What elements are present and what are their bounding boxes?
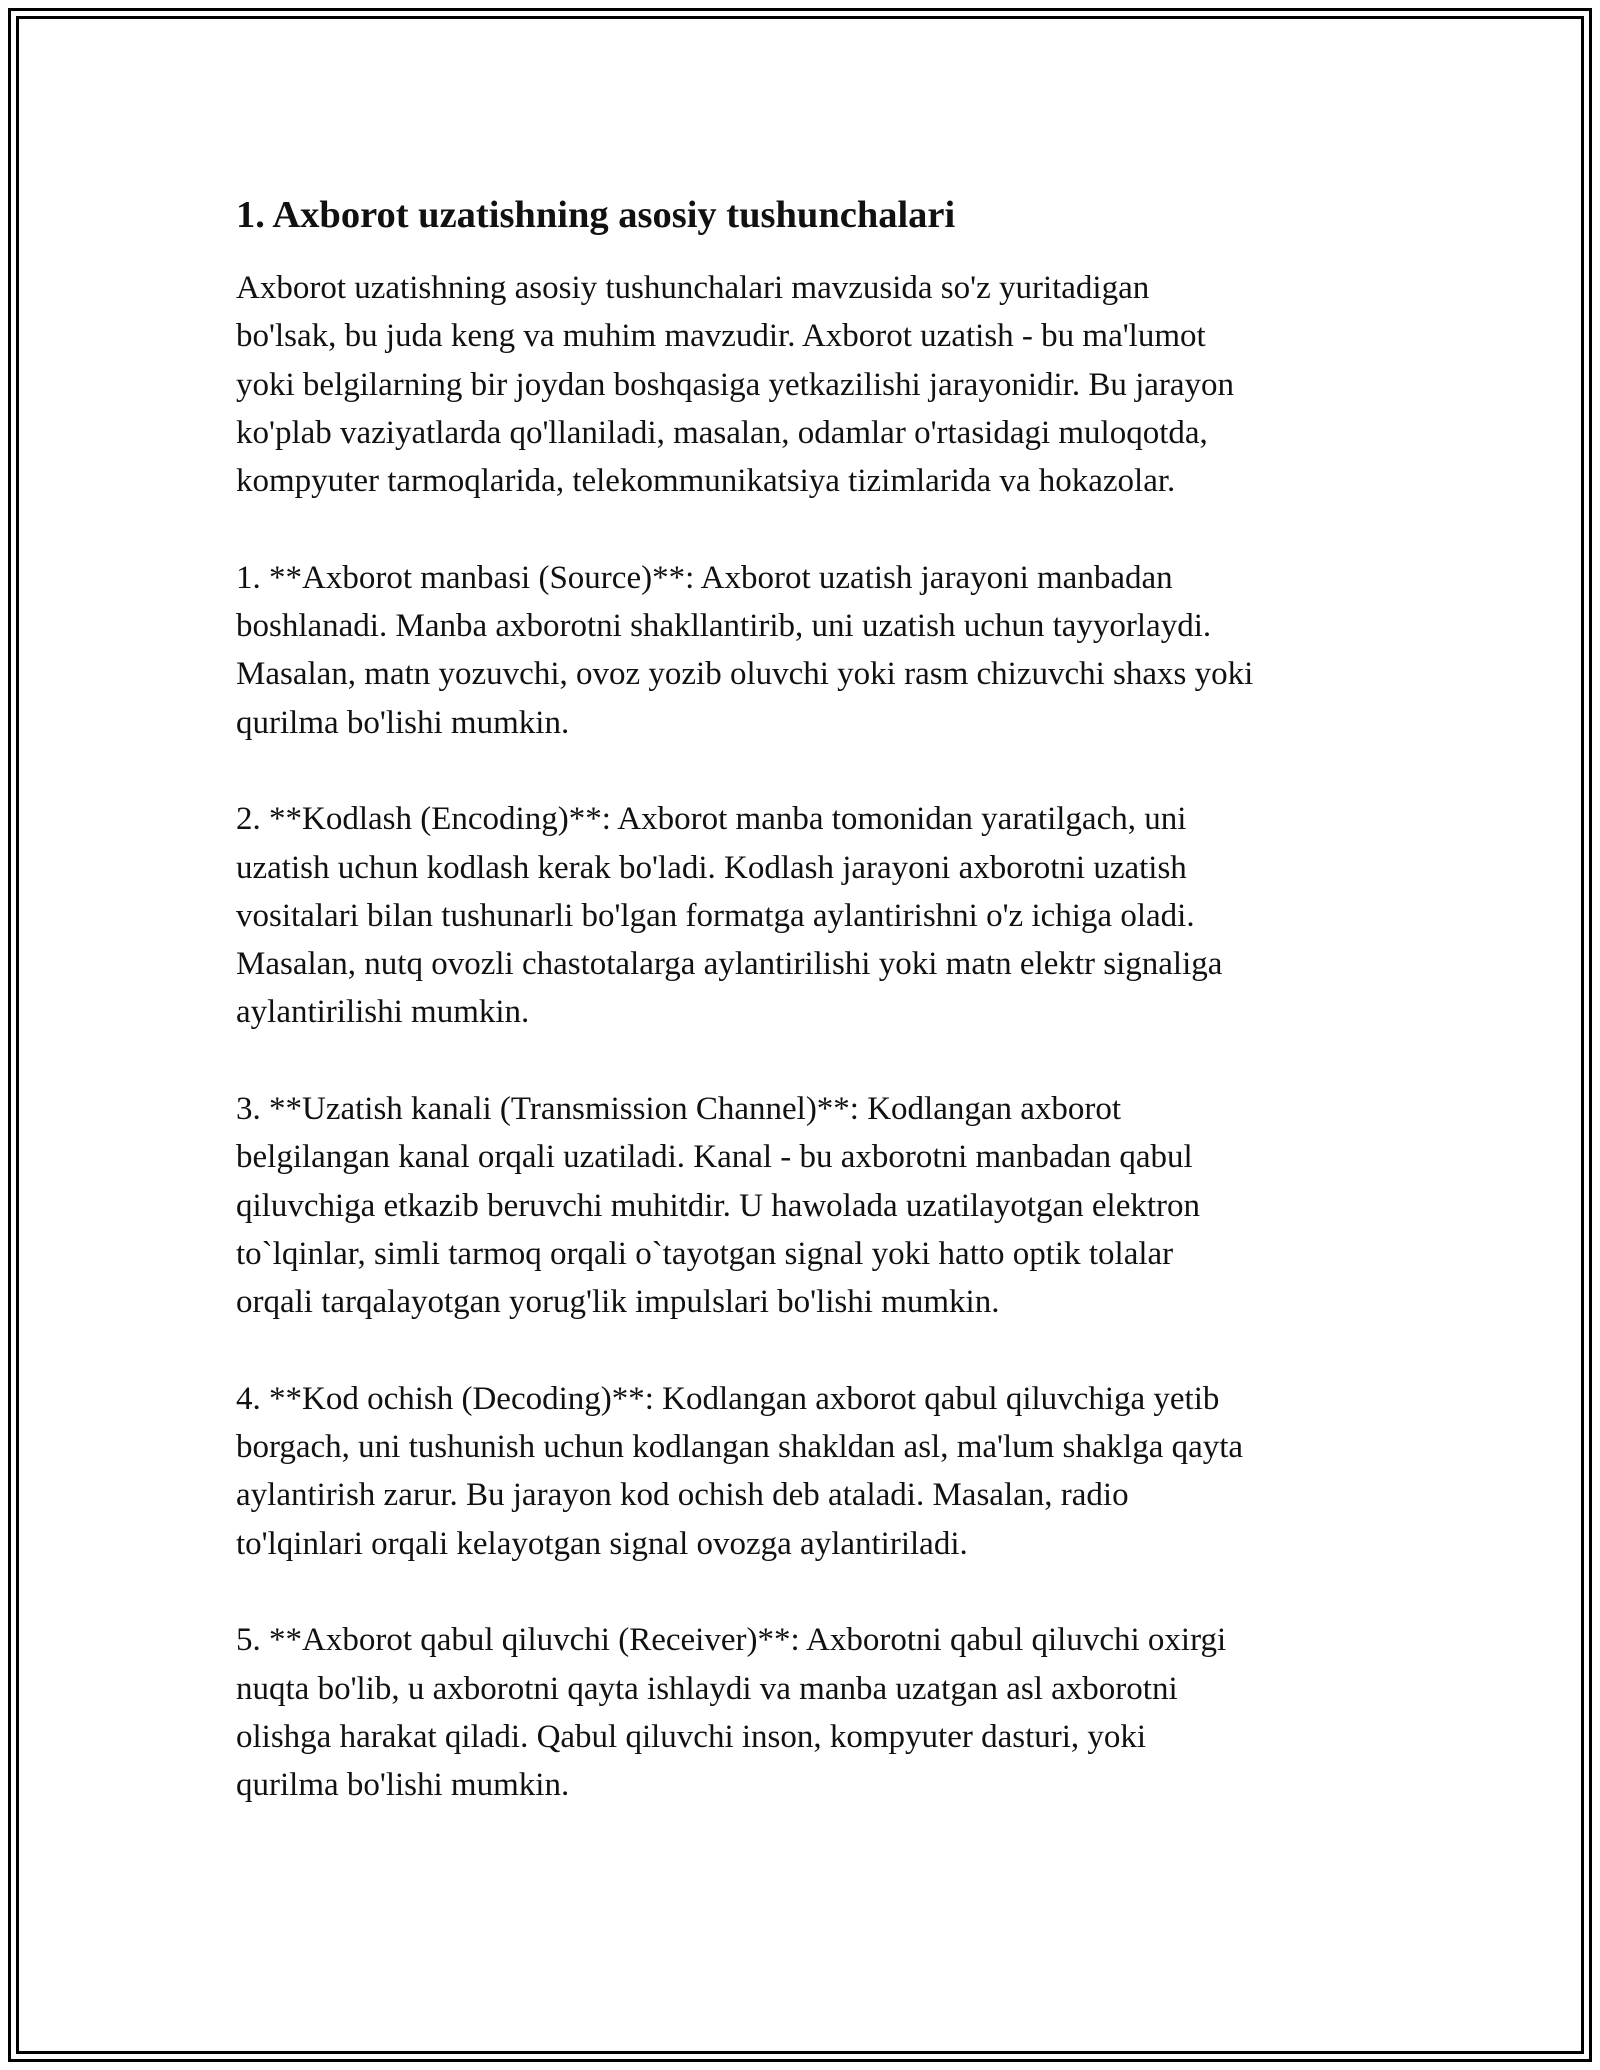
text-line: vositalari bilan tushunarli bo'lgan formatga aylantirishni o'z ichiga oladi. — [236, 897, 1195, 934]
document-title: 1. Axborot uzatishning asosiy tushunchalari — [236, 194, 956, 236]
text-line: to'lqinlari orqali kelayotgan signal ovozga aylantiriladi. — [236, 1525, 968, 1562]
text-line: to`lqinlar, simli tarmoq orqali o`tayotgan signal yoki hatto optik tolalar — [236, 1235, 1174, 1272]
text-line: 1. **Axborot manbasi (Source)**: Axborot uzatish jarayoni manbadan — [236, 559, 1173, 596]
paragraph-1 — [236, 264, 1386, 505]
text-line: Masalan, matn yozuvchi, ovoz yozib oluvchi yoki rasm chizuvchi shaxs yoki — [236, 656, 1254, 693]
text-line: kompyuter tarmoqlarida, telekommunikatsiya tizimlarida va hokazolar. — [236, 463, 1176, 500]
paragraph-3 — [236, 795, 1386, 1036]
text-line: qurilma bo'lishi mumkin. — [236, 704, 570, 741]
text-line: Axborot uzatishning asosiy tushunchalari mavzusida so'z yuritadigan — [236, 270, 1150, 306]
text-line: nuqta bo'lib, u axborotni qayta ishlaydi va manba uzatgan asl axborotni — [236, 1670, 1178, 1707]
text-line: 5. **Axborot qabul qiluvchi (Receiver)**: Axborotni qabul qiluvchi oxirgi — [236, 1622, 1227, 1659]
text-line: 4. **Kod ochish (Decoding)**: Kodlangan axborot qabul qiluvchiga yetib — [236, 1380, 1220, 1417]
text-line: boshlanadi. Manba axborotni shakllantirib, uni uzatish uchun tayyorlaydi. — [236, 608, 1212, 645]
document-body — [236, 186, 1386, 1858]
text-line: ko'plab vaziyatlarda qo'llaniladi, masalan, odamlar o'rtasidagi muloqotda, — [236, 414, 1208, 451]
text-line: 2. **Kodlash (Encoding)**: Axborot manba tomonidan yaratilgach, uni — [236, 801, 1187, 838]
text-line: aylantirilishi mumkin. — [236, 994, 530, 1031]
text-line: olishga harakat qiladi. Qabul qiluvchi inson, kompyuter dasturi, yoki — [236, 1718, 1147, 1755]
text-line: belgilangan kanal orqali uzatiladi. Kanal - bu axborotni manbadan qabul — [236, 1139, 1193, 1176]
text-line: Masalan, nutq ovozli chastotalarga aylantirilishi yoki matn elektr signaliga — [236, 946, 1223, 983]
paragraph-4 — [236, 1085, 1386, 1326]
text-line: qiluvchiga etkazib beruvchi muhitdir. U hawolada uzatilayotgan elektron — [236, 1187, 1201, 1224]
text-line: aylantirish zarur. Bu jarayon kod ochish deb ataladi. Masalan, radio — [236, 1477, 1129, 1514]
text-line: borgach, uni tushunish uchun kodlangan shakldan asl, ma'lum shaklga qayta — [236, 1429, 1244, 1466]
paragraph-list — [236, 264, 1386, 1810]
text-line: qurilma bo'lishi mumkin. — [236, 1767, 570, 1804]
paragraph-5 — [236, 1375, 1386, 1568]
text-line: 3. **Uzatish kanali (Transmission Channel)**: Kodlangan axborot — [236, 1091, 1122, 1128]
paragraph-6 — [236, 1616, 1386, 1809]
paragraph-2 — [236, 554, 1386, 747]
text-line: orqali tarqalayotgan yorug'lik impulslari bo'lishi mumkin. — [236, 1284, 1000, 1321]
text-line: yoki belgilarning bir joydan boshqasiga yetkazilishi jarayonidir. Bu jarayon — [236, 366, 1235, 403]
text-line: uzatish uchun kodlash kerak bo'ladi. Kodlash jarayoni axborotni uzatish — [236, 849, 1187, 886]
text-line: bo'lsak, bu juda keng va muhim mavzudir. Axborot uzatish - bu ma'lumot — [236, 318, 1206, 355]
